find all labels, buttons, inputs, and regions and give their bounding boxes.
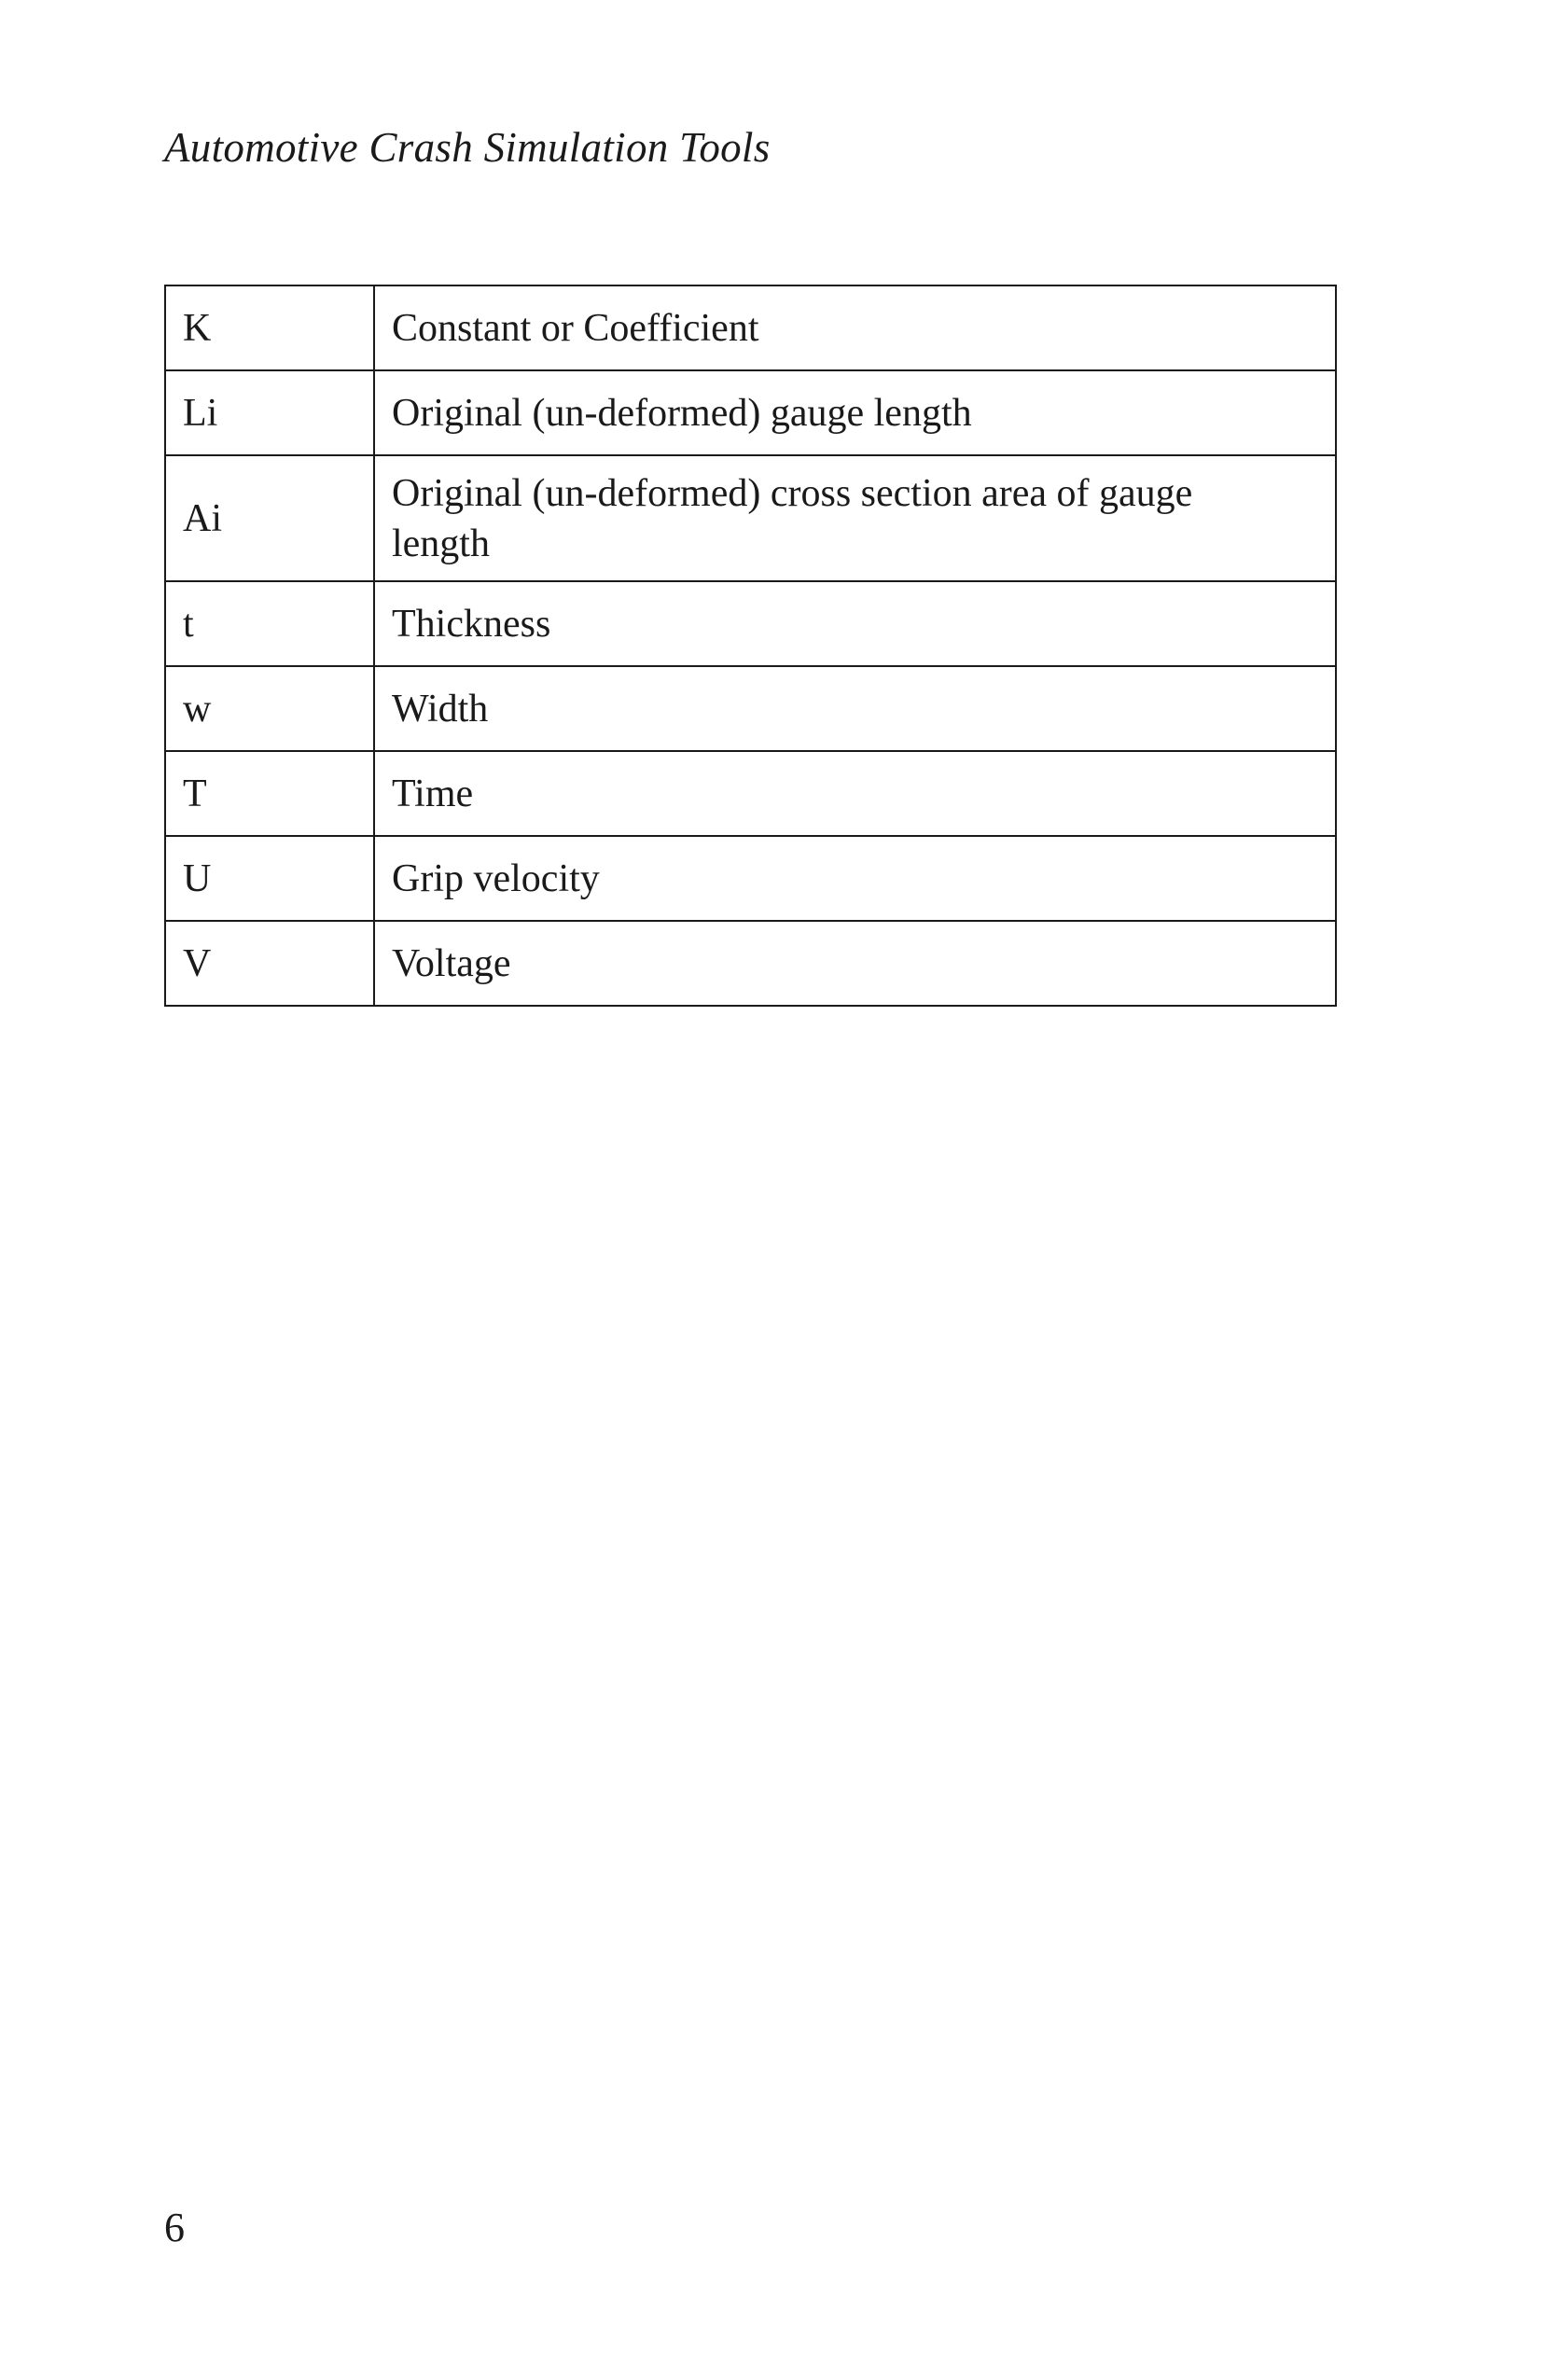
table-row — [165, 455, 1336, 581]
symbol-cell: Ai — [165, 455, 374, 581]
running-header-title: Automotive Crash Simulation Tools — [164, 124, 771, 171]
definition-cell: Thickness — [374, 581, 1336, 666]
definition-cell: Time — [374, 751, 1336, 836]
definition-text: Original (un-deformed) cross section area of gauge length — [392, 471, 1193, 565]
table-row — [165, 836, 1336, 921]
table-row — [165, 285, 1336, 370]
symbol-cell: T — [165, 751, 374, 836]
definition-cell: Width — [374, 666, 1336, 751]
table-row — [165, 921, 1336, 1006]
symbol-cell: t — [165, 581, 374, 666]
table-row — [165, 581, 1336, 666]
definition-cell: Constant or Coefficient — [374, 285, 1336, 370]
symbol-cell: V — [165, 921, 374, 1006]
symbols-table — [164, 285, 1337, 1007]
definition-cell: Voltage — [374, 921, 1336, 1006]
symbol-cell: U — [165, 836, 374, 921]
symbol-cell: w — [165, 666, 374, 751]
symbol-cell: K — [165, 285, 374, 370]
page-number: 6 — [164, 2205, 185, 2250]
definition-cell: Original (un-deformed) gauge length — [374, 370, 1336, 455]
definition-cell — [374, 455, 1336, 581]
table-row — [165, 751, 1336, 836]
table-row — [165, 666, 1336, 751]
definition-cell: Grip velocity — [374, 836, 1336, 921]
symbol-cell: Li — [165, 370, 374, 455]
table-row — [165, 370, 1336, 455]
